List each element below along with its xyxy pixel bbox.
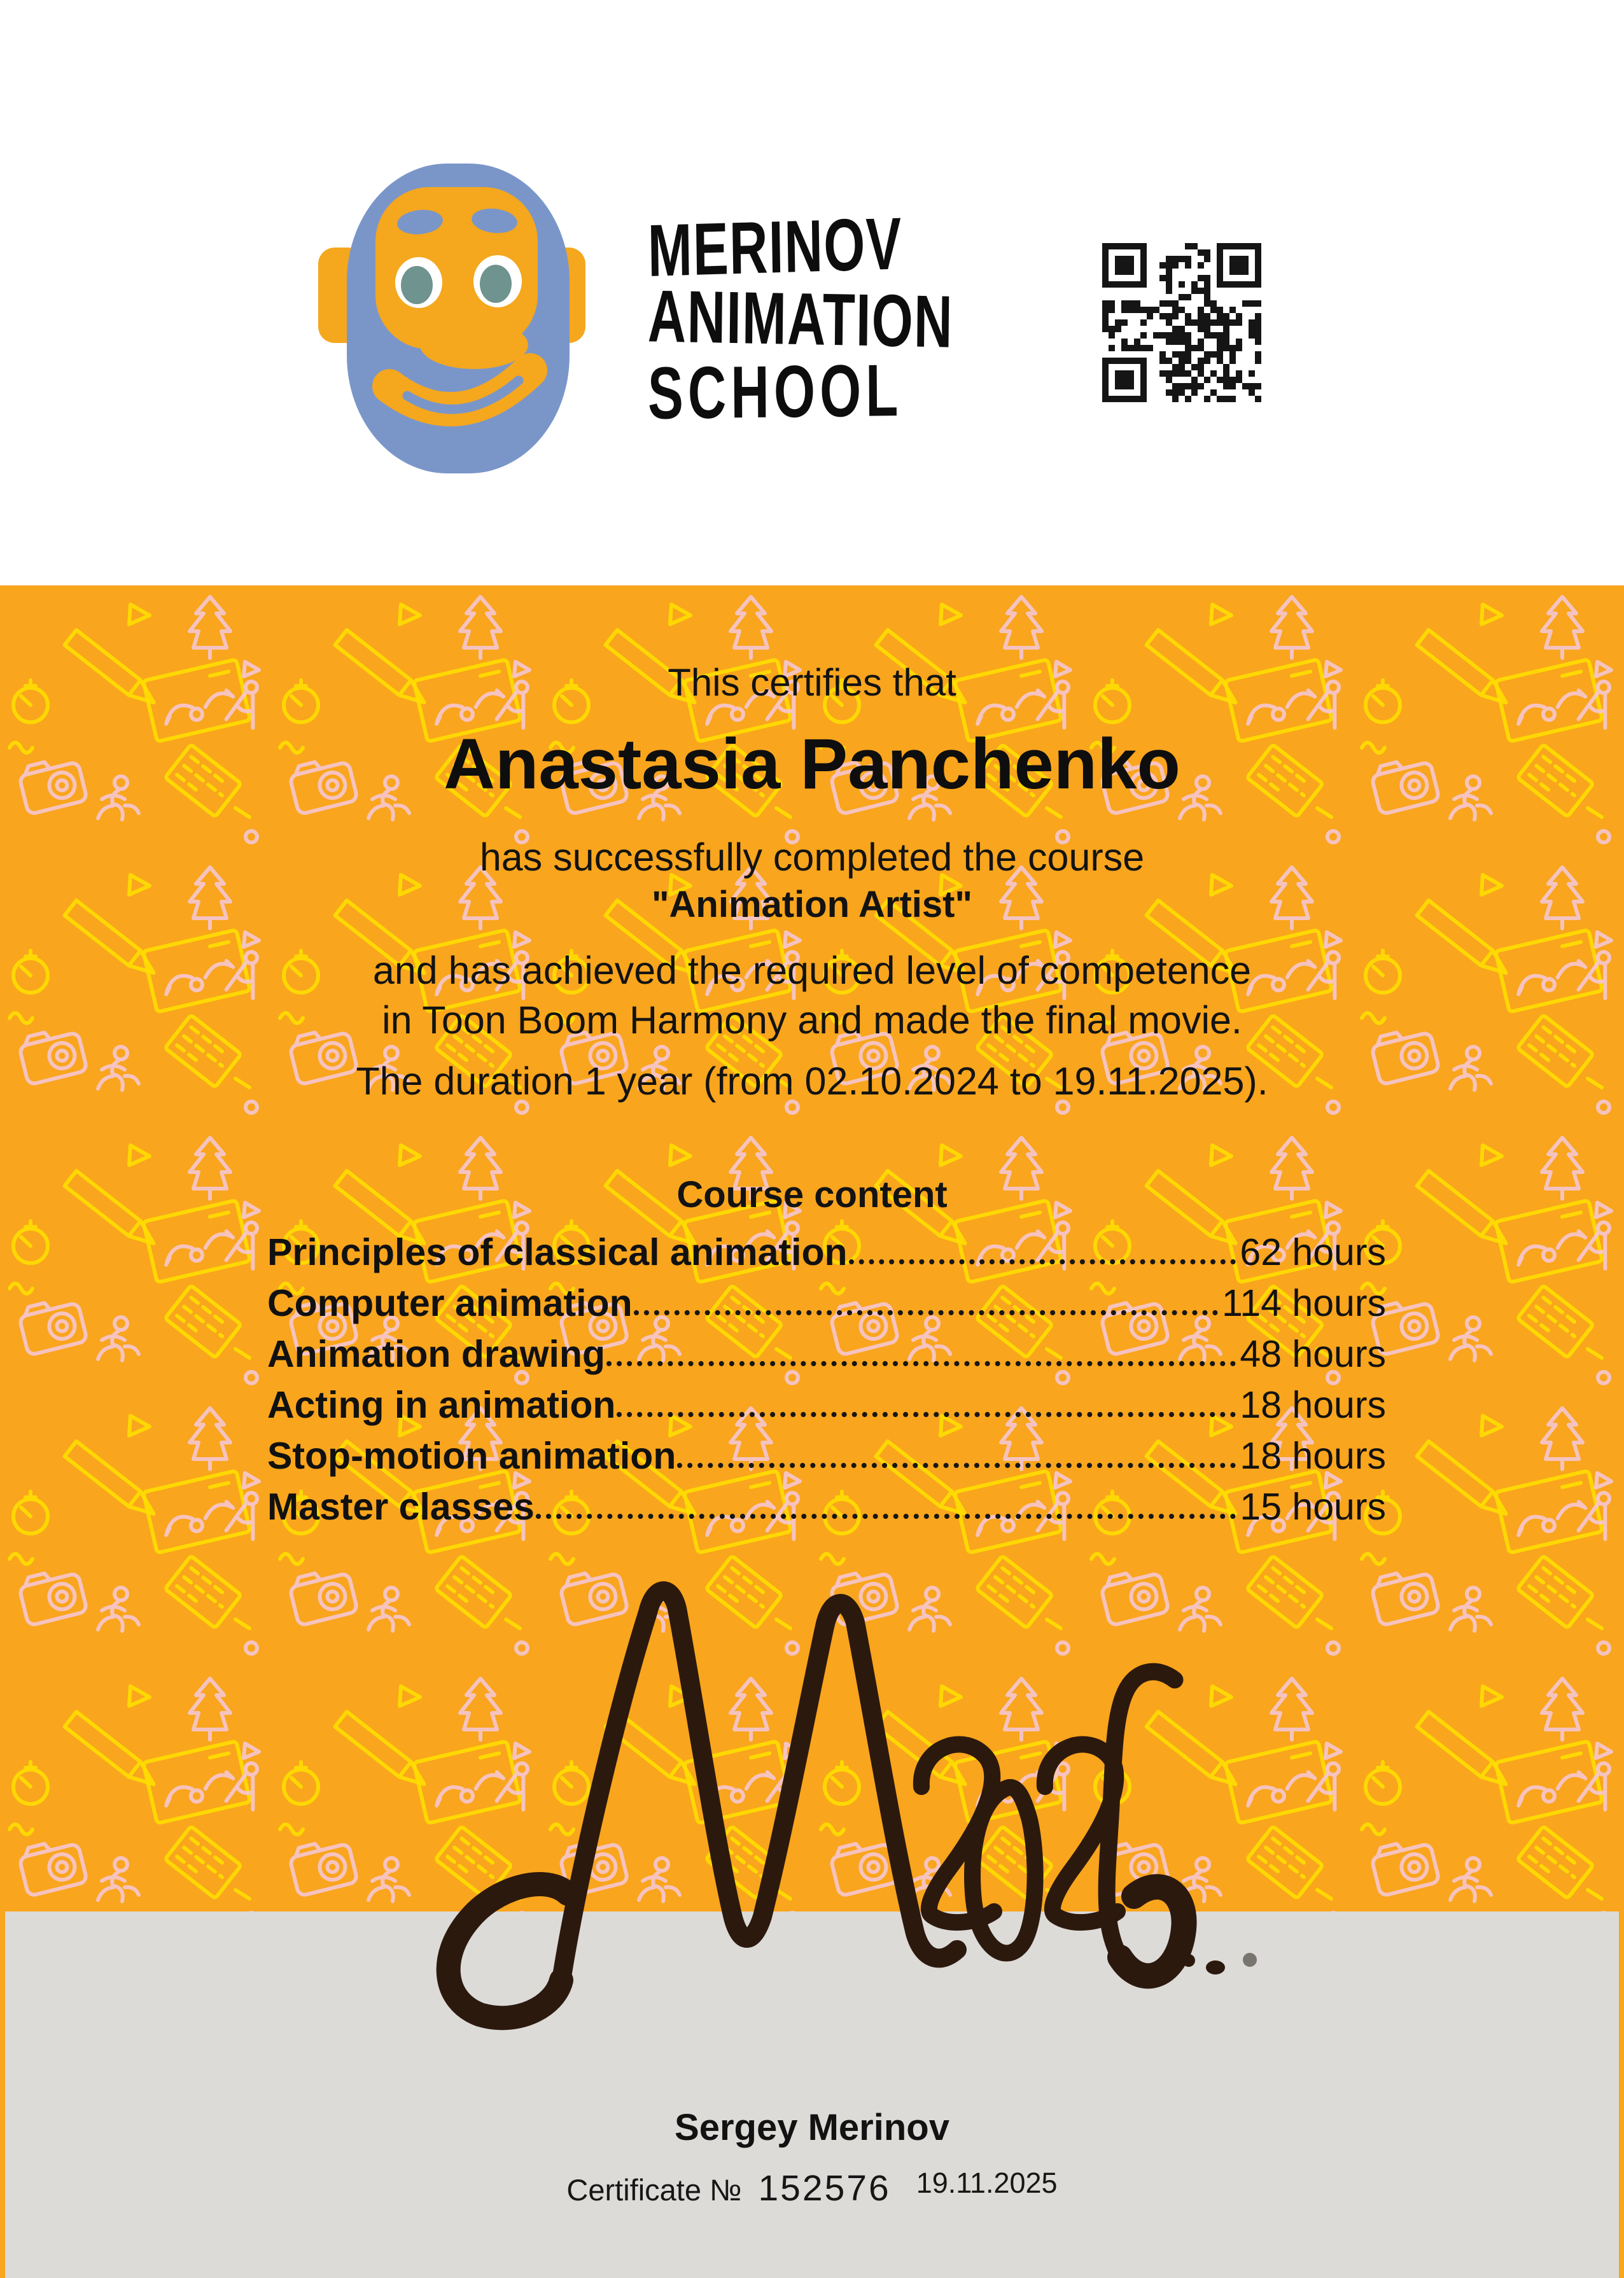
school-name xyxy=(647,202,954,435)
course-row xyxy=(267,1478,1386,1528)
dot-leader xyxy=(634,1310,1218,1315)
certificate-number: 152576 xyxy=(758,2168,891,2209)
certificate-number-line xyxy=(5,2167,1619,2209)
dot-leader xyxy=(849,1259,1236,1264)
course-row-hours: 48 hours xyxy=(1240,1333,1386,1375)
duration-line: The duration 1 year (from 02.10.2024 to 19.11.2025). xyxy=(356,1059,1268,1103)
student-name: Anastasia Panchenko xyxy=(444,724,1180,804)
signer-name: Sergey Merinov xyxy=(675,2107,949,2148)
course-row xyxy=(267,1376,1386,1427)
dot-leader xyxy=(677,1463,1236,1468)
achievement-lines xyxy=(0,946,1624,1045)
completion-line: has successfully completed the course xyxy=(479,835,1145,879)
dot-leader xyxy=(536,1514,1236,1519)
dot-leader xyxy=(606,1361,1236,1366)
course-row xyxy=(267,1427,1386,1478)
course-content-list xyxy=(267,1223,1386,1528)
achievement-line-2: in Toon Boom Harmony and made the final movie. xyxy=(382,998,1242,1042)
course-row-name: Computer animation xyxy=(267,1282,633,1324)
course-name: "Animation Artist" xyxy=(652,884,972,925)
intro-line: This certifies that xyxy=(668,661,956,704)
course-row-name: Stop-motion animation xyxy=(267,1435,676,1477)
course-row-hours: 18 hours xyxy=(1240,1435,1386,1477)
school-name-line-3: SCHOOL xyxy=(647,349,903,435)
course-row xyxy=(267,1223,1386,1274)
signature-mark xyxy=(401,1545,1394,2035)
course-row-name: Animation drawing xyxy=(267,1333,605,1375)
robot-logo-icon xyxy=(315,160,589,479)
course-row-name: Principles of classical animation xyxy=(267,1231,848,1273)
school-name-line-1: MERINOV xyxy=(647,202,903,292)
issue-date: 19.11.2025 xyxy=(916,2167,1058,2199)
header xyxy=(0,0,1624,585)
course-row-name: Acting in animation xyxy=(267,1384,616,1426)
robot-pupil-left xyxy=(401,266,433,304)
achievement-line-1: and has achieved the required level of competence xyxy=(372,949,1252,992)
course-row-hours: 62 hours xyxy=(1240,1231,1386,1273)
school-name-line-2: ANIMATION xyxy=(647,274,954,363)
course-row xyxy=(267,1325,1386,1376)
robot-pupil-right xyxy=(480,265,512,303)
course-row-name: Master classes xyxy=(267,1486,535,1528)
course-content-title: Course content xyxy=(676,1174,948,1215)
dot-leader xyxy=(617,1412,1236,1417)
course-row xyxy=(267,1274,1386,1325)
qr-code-icon xyxy=(1095,235,1269,410)
course-row-hours: 15 hours xyxy=(1240,1486,1386,1528)
course-row-hours: 114 hours xyxy=(1221,1282,1386,1324)
course-row-hours: 18 hours xyxy=(1240,1384,1386,1426)
certificate-number-label: Certificate № xyxy=(566,2173,742,2207)
